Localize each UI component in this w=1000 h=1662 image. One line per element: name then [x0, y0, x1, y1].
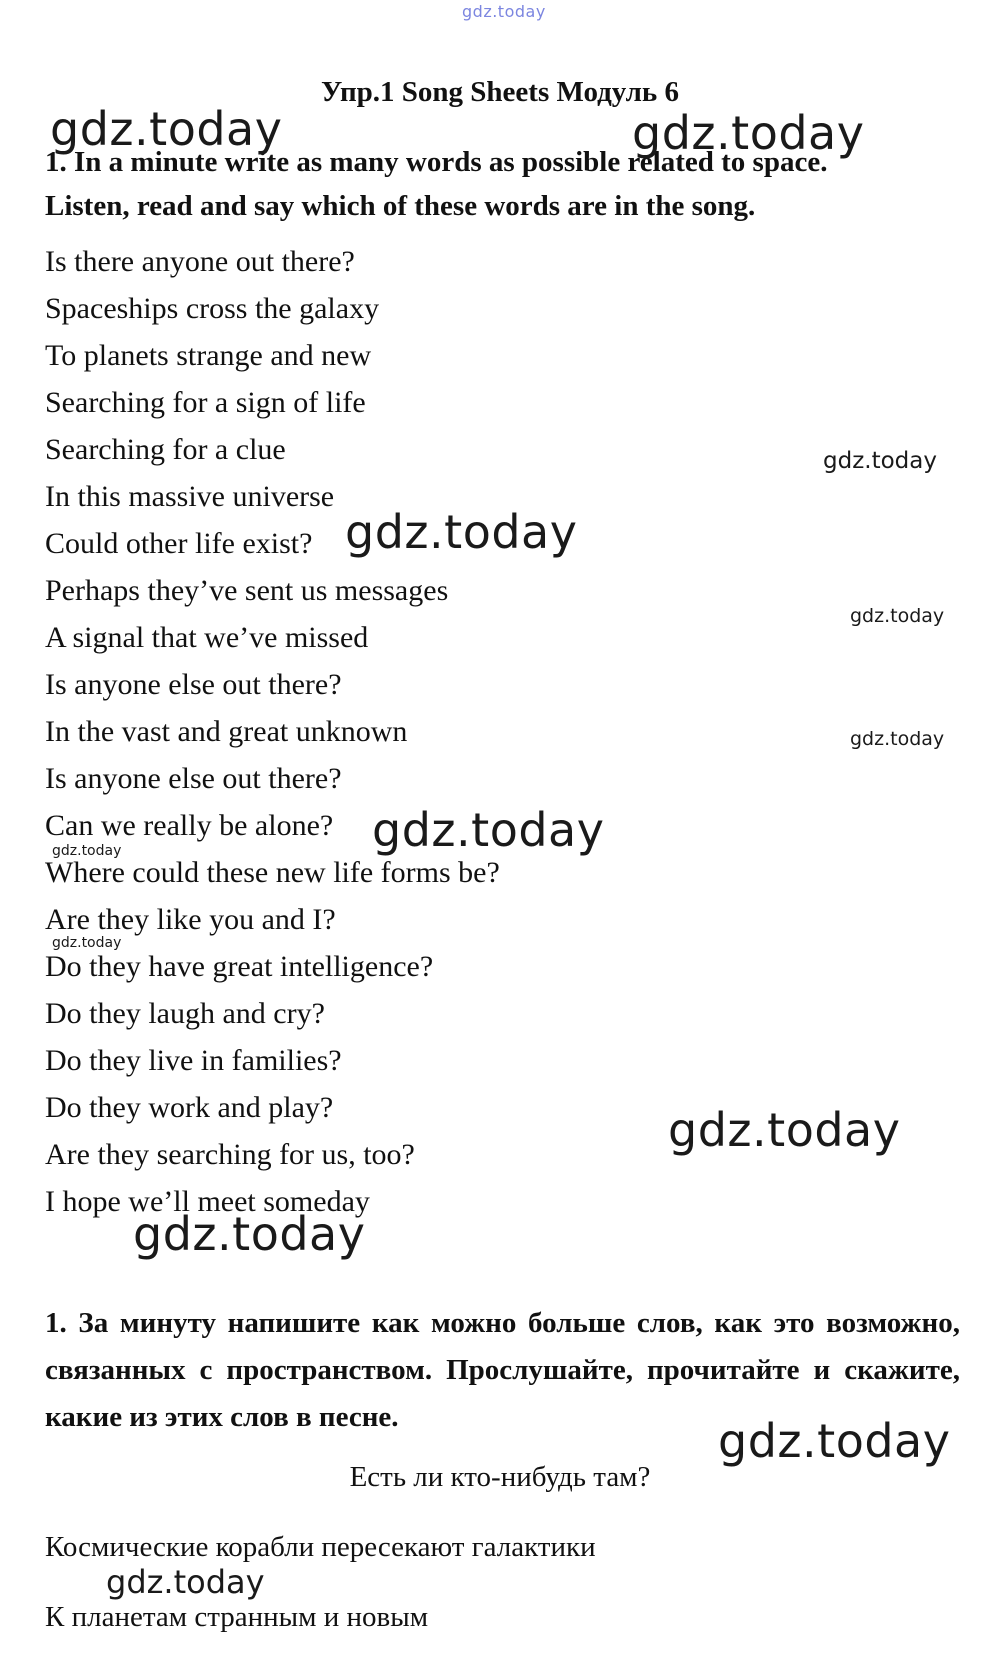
lyric-line: To planets strange and new	[45, 339, 372, 372]
watermark: gdz.today	[52, 935, 122, 951]
lyric-line: Are they like you and I?	[45, 903, 336, 936]
lyric-line: In this massive universe	[45, 480, 335, 513]
watermark: gdz.today	[52, 843, 122, 859]
lyric-line: Could other life exist?	[45, 527, 313, 560]
lyric-line: Do they work and play?	[45, 1091, 334, 1124]
lyric-line: Perhaps they’ve sent us messages	[45, 574, 449, 607]
watermark: gdz.today	[372, 803, 605, 857]
page-title: Упр.1 Song Sheets Модуль 6	[321, 76, 679, 108]
watermark: gdz.today	[668, 1103, 901, 1157]
lyric-line: Searching for a sign of life	[45, 386, 366, 419]
lyric-line: Do they live in families?	[45, 1044, 342, 1077]
lyric-line: A signal that we’ve missed	[45, 621, 369, 654]
lyric-line: I hope we’ll meet someday	[45, 1185, 370, 1218]
song-lyrics	[45, 245, 500, 1232]
instruction-ru: 1. За минуту напишите как можно больше слов, как это возможно, связанных с пространством. Прослушайте, прочитайте и скажите, какие из этих слов в песне.	[45, 1307, 960, 1433]
instruction-en-line-1: 1. In a minute write as many words as possible related to space.	[45, 146, 828, 178]
watermark: gdz.today	[632, 106, 865, 160]
lyric-line: Can we really be alone?	[45, 809, 334, 842]
watermark: gdz.today	[345, 505, 578, 559]
watermark: gdz.today	[50, 102, 283, 156]
watermark: gdz.today	[850, 605, 945, 627]
translation-line: Космические корабли пересекают галактики	[45, 1531, 596, 1563]
translation-line: К планетам странным и новым	[45, 1601, 429, 1633]
watermark: gdz.today	[106, 1563, 265, 1601]
lyric-line: Is anyone else out there?	[45, 668, 342, 701]
lyric-line: Do they laugh and cry?	[45, 997, 325, 1030]
lyric-line: Where could these new life forms be?	[45, 856, 500, 889]
watermark: gdz.today	[133, 1207, 366, 1261]
watermark: gdz.today	[850, 728, 945, 750]
instruction-en-line-2: Listen, read and say which of these words are in the song.	[45, 190, 756, 222]
lyric-line: Spaceships cross the galaxy	[45, 292, 380, 325]
translation-first-line: Есть ли кто-нибудь там?	[349, 1461, 651, 1493]
lyric-line: Do they have great intelligence?	[45, 950, 434, 983]
header-watermark: gdz.today	[462, 2, 546, 21]
watermark: gdz.today	[823, 448, 937, 474]
lyric-line: Is anyone else out there?	[45, 762, 342, 795]
lyric-line: Are they searching for us, too?	[45, 1138, 415, 1171]
lyric-line: Is there anyone out there?	[45, 245, 355, 278]
lyric-line: In the vast and great unknown	[45, 715, 408, 748]
watermark: gdz.today	[718, 1414, 951, 1468]
lyric-line: Searching for a clue	[45, 433, 286, 466]
